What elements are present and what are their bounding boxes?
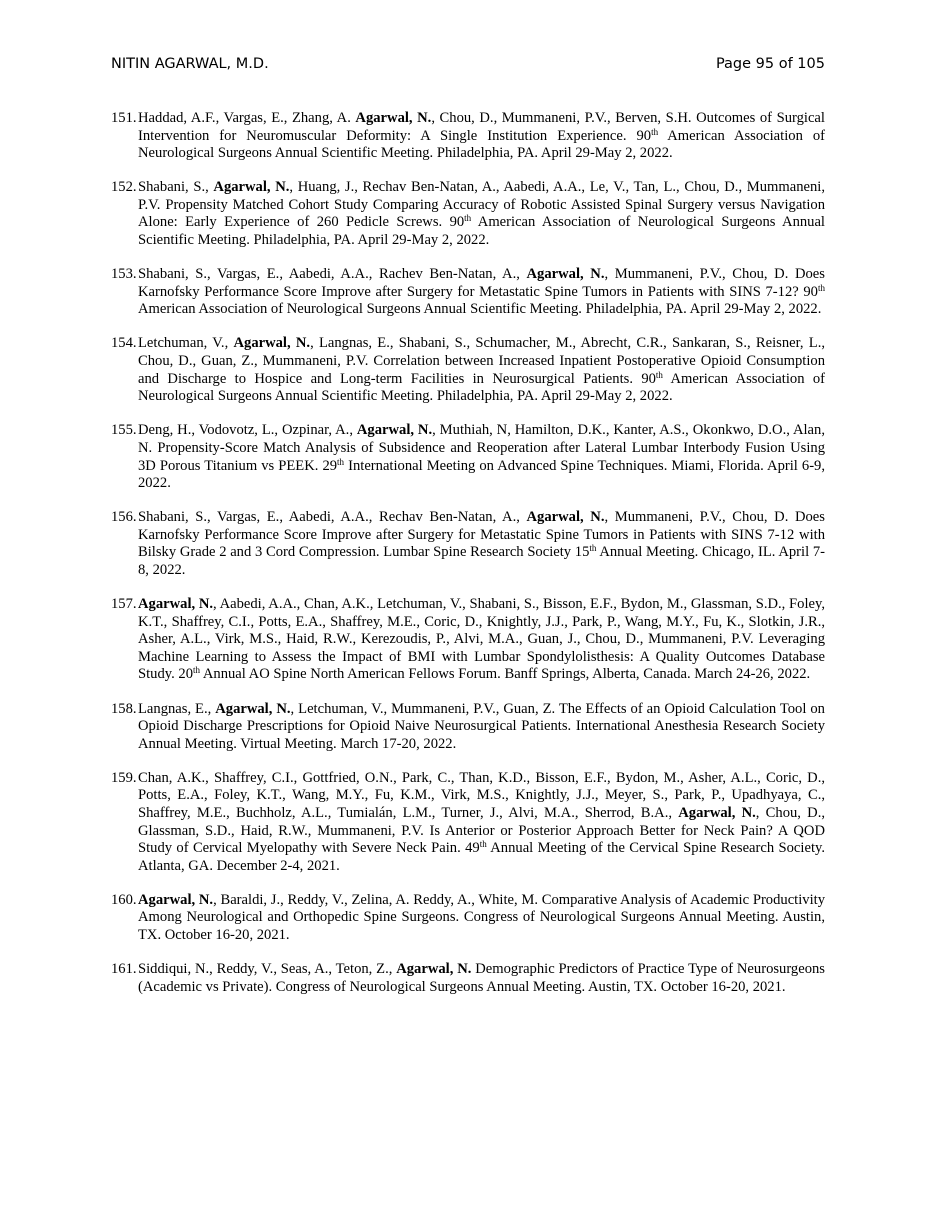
reference-segment: American Association of Neurological Surgeons Annual Scientific Meeting. Philadelphia, PA. April 29-May 2, 2022. (138, 370, 826, 405)
ordinal-suffix: th (337, 456, 345, 467)
reference-item (111, 892, 825, 945)
author-highlight: Agarwal, N. (526, 266, 605, 283)
reference-text (138, 701, 825, 754)
reference-item (111, 701, 825, 754)
author-highlight: Agarwal, N. (356, 422, 433, 439)
author-highlight: Agarwal, N. (678, 805, 756, 821)
reference-segment: , Muthiah, N, Hamilton, D.K., Kanter, A.S., Okonkwo, D.O., Alan, N. Propensity-Score Match Analysis of Subsidence and Reoperation after Lateral Lumbar Interbody Fusion Using 3D Porous Titanium vs PEEK. 29 (138, 422, 825, 474)
ordinal-suffix: th (193, 665, 201, 676)
ordinal-suffix: th (651, 126, 659, 137)
reference-segment: American Association of Neurological Surgeons Annual Scientific Meeting. Philadelphia, PA. April 29-May 2, 2022. (138, 301, 822, 318)
reference-item (111, 509, 825, 579)
author-highlight: Agarwal, N. (526, 509, 605, 526)
page-header (111, 56, 825, 72)
reference-number: 156. (111, 509, 137, 526)
ordinal-suffix: th (464, 213, 472, 224)
reference-segment: , Baraldi, J., Reddy, V., Zelina, A. Reddy, A., White, M. Comparative Analysis of Academic Productivity Among Neurological and Orthopedic Spine Surgeons. Congress of Neurological Surgeons Annual Meeting. Austin, TX. October 16-20, 2021. (138, 891, 825, 944)
reference-text (138, 770, 825, 876)
author-highlight: Agarwal, N. (138, 891, 214, 908)
reference-segment: , Huang, J., Rechav Ben-Natan, A., Aabedi, A.A., Le, V., Tan, L., Chou, D., Mummaneni, P.V. Propensity Matched Cohort Study Comparing Accuracy of Robotic Assisted Spinal Surgery versus Navigation Alone: Early Experience of 260 Pedicle Screws. 90 (138, 179, 825, 231)
reference-segment: Letchuman, V., (138, 335, 234, 352)
reference-segment: American Association of Neurological Surgeons Annual Scientific Meeting. Philadelphia, PA. April 29-May 2, 2022. (138, 214, 825, 249)
reference-segment: Annual AO Spine North American Fellows Forum. Banff Springs, Alberta, Canada. March 24-26, 2022. (200, 666, 811, 683)
ordinal-suffix: th (817, 282, 825, 293)
reference-item (111, 770, 825, 876)
reference-segment: Deng, H., Vodovotz, L., Ozpinar, A., (138, 422, 357, 439)
author-highlight: Agarwal, N. (396, 961, 472, 978)
reference-segment: Annual Meeting of the Cervical Spine Research Society. Atlanta, GA. December 2-4, 2021. (138, 840, 825, 874)
page-number: Page 95 of 105 (715, 56, 825, 72)
reference-item (111, 179, 825, 249)
reference-item (111, 961, 825, 996)
reference-number: 153. (111, 266, 137, 283)
author-name: NITIN AGARWAL, M.D. (111, 56, 269, 72)
reference-text (138, 892, 825, 945)
reference-segment: Shabani, S., Vargas, E., Aabedi, A.A., Rachev Ben-Natan, A., (138, 266, 527, 283)
reference-segment: , Mummaneni, P.V., Chou, D. Does Karnofsky Performance Score Improve after Surgery for Metastatic Spine Tumors in Patients with SINS 7-12? 90 (138, 266, 825, 300)
reference-number: 157. (111, 596, 137, 613)
reference-segment: Demographic Predictors of Practice Type of Neurosurgeons (Academic vs Private). Congress of Neurological Surgeons Annual Meeting. Austin, TX. October 16-20, 2021. (138, 961, 825, 995)
reference-text (138, 110, 825, 163)
author-highlight: Agarwal, N. (213, 179, 290, 196)
reference-number: 158. (111, 700, 137, 717)
reference-item (111, 110, 825, 163)
reference-text (138, 335, 825, 405)
reference-segment: , Aabedi, A.A., Chan, A.K., Letchuman, V., Shabani, S., Bisson, E.F., Bydon, M., Glassman, S.D., Foley, K.T., Shaffrey, C.I., Potts, E.A., Shaffrey, M.E., Coric, D., Knightly, J.J., Park, P., Wang, M.Y., Fu, K., Slotkin, J.R., Asher, A.L., Virk, M.S., Haid, R.W., Kerezoudis, P., Alvi, M.A., Guan, J., Chou, D., Mummaneni, P.V. Leveraging Machine Learning to Assess the Impact of BMI with Lumbar Spondylolisthesis: A Quality Outcomes Database Study. 20 (138, 596, 825, 683)
reference-number: 159. (111, 769, 137, 786)
reference-number: 152. (111, 179, 137, 196)
reference-segment: Shabani, S., Vargas, E., Aabedi, A.A., Rechav Ben-Natan, A., (138, 509, 527, 526)
reference-text (138, 509, 825, 579)
reference-segment: Haddad, A.F., Vargas, E., Zhang, A. (138, 110, 356, 126)
reference-segment: American Association of Neurological Surgeons Annual Scientific Meeting. Philadelphia, PA. April 29-May 2, 2022. (138, 127, 825, 162)
reference-number: 161. (111, 961, 137, 978)
reference-number: 154. (111, 335, 137, 352)
reference-text (138, 596, 825, 684)
reference-segment: Shabani, S., (138, 179, 214, 196)
reference-segment: International Meeting on Advanced Spine Techniques. Miami, Florida. April 6-9, 2022. (138, 457, 825, 492)
reference-item (111, 422, 825, 492)
reference-segment: Langnas, E., (138, 700, 216, 717)
reference-number: 151. (111, 110, 137, 126)
reference-item (111, 596, 825, 684)
reference-segment: Annual Meeting. Chicago, IL. April 7-8, 2022. (138, 544, 825, 578)
author-highlight: Agarwal, N. (355, 110, 432, 126)
reference-segment: , Chou, D., Mummaneni, P.V., Berven, S.H. Outcomes of Surgical Intervention for Neuromuscular Deformity: A Single Institution Experience. 90 (138, 110, 825, 144)
author-highlight: Agarwal, N. (233, 335, 311, 352)
ordinal-suffix: th (479, 839, 487, 850)
author-highlight: Agarwal, N. (138, 596, 214, 613)
reference-number: 155. (111, 422, 137, 439)
reference-segment: , Letchuman, V., Mummaneni, P.V., Guan, Z. The Effects of an Opioid Calculation Tool on Opioid Discharge Prescriptions for Opioid Naive Neurosurgical Patients. International Anesthesia Research Society Annual Meeting. Virtual Meeting. March 17-20, 2022. (138, 700, 825, 752)
reference-text (138, 422, 825, 492)
ordinal-suffix: th (655, 369, 663, 380)
reference-text (138, 179, 825, 249)
reference-segment: , Mummaneni, P.V., Chou, D. Does Karnofsky Performance Score Improve after Surgery for Metastatic Spine Tumors in Patients with SINS 7-12 with Bilsky Grade 2 and 3 Cord Compression. Lumbar Spine Research Society 15 (138, 509, 825, 561)
reference-text (138, 961, 825, 996)
reference-segment: Chan, A.K., Shaffrey, C.I., Gottfried, O.N., Park, C., Than, K.D., Bisson, E.F., Bydon, M., Asher, A.L., Coric, D., Potts, E.A., Foley, K.T., Wang, M.Y., Fu, K.M., Virk, M.S., Knightly, J.J., Meyer, S., Park, P., Upadhyaya, C., Shaffrey, M.E., Buchholz, A.L., Tumialán, L.M., Turner, J., Alvi, M.A., Sherrod, B.A., (138, 769, 825, 821)
reference-segment: Siddiqui, N., Reddy, V., Seas, A., Teton, Z., (138, 961, 397, 978)
reference-segment: , Chou, D., Glassman, S.D., Haid, R.W., Mummaneni, P.V. Is Anterior or Posterior Approach Better for Neck Pain? A QOD Study of Cervical Myelopathy with Severe Neck Pain. 49 (138, 805, 825, 857)
reference-segment: , Langnas, E., Shabani, S., Schumacher, M., Abrecht, C.R., Sankaran, S., Reisner, L., Chou, D., Guan, Z., Mummaneni, P.V. Correlation between Increased Inpatient Postoperative Opioid Consumption and Discharge to Hospice and Long-term Facilities in Neurosurgical Patients. 90 (138, 335, 825, 387)
author-highlight: Agarwal, N. (215, 700, 291, 717)
reference-text (138, 266, 825, 319)
reference-item (111, 335, 825, 405)
reference-item (111, 266, 825, 319)
reference-number: 160. (111, 891, 137, 908)
ordinal-suffix: th (589, 543, 597, 554)
reference-list (111, 110, 825, 1013)
